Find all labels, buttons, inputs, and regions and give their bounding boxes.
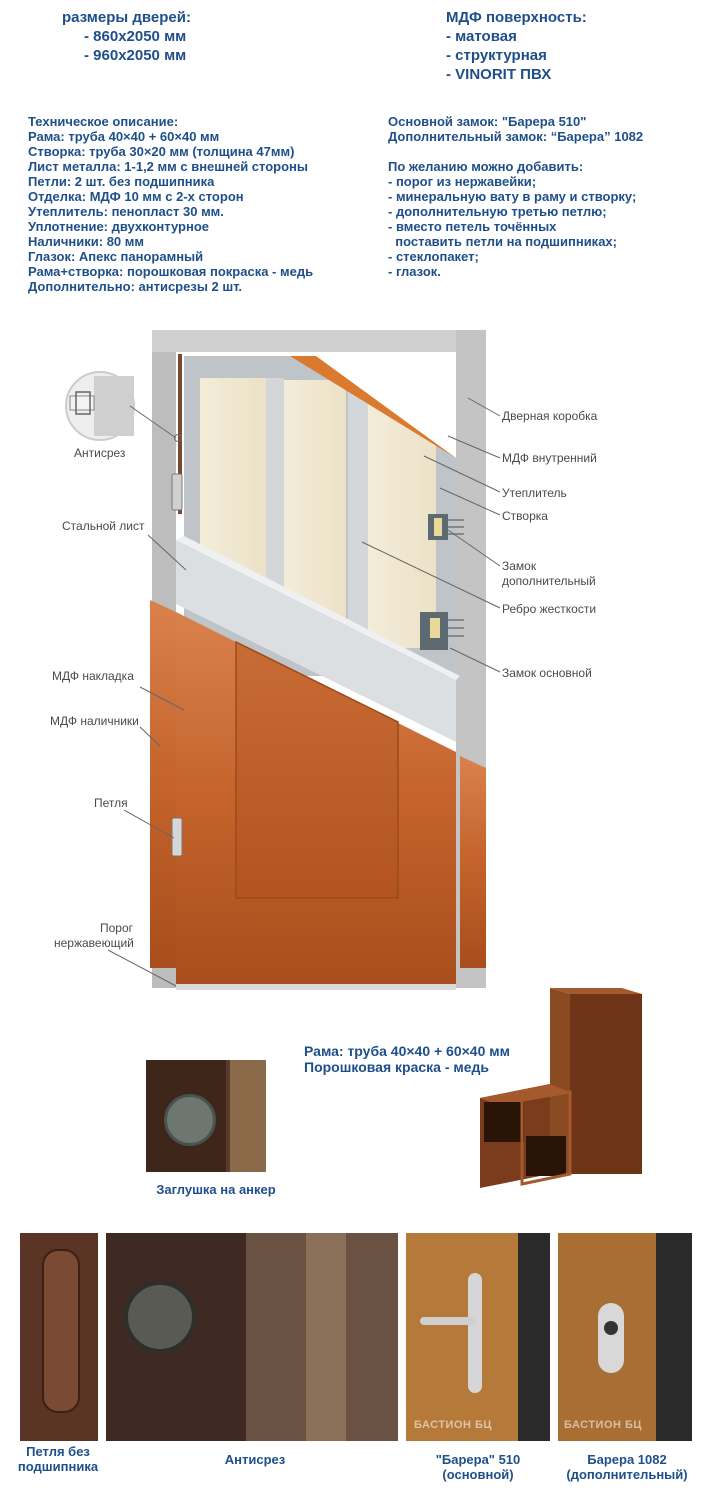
label-lock-extra-2: дополнительный [502,574,596,588]
label-mdf-overlay: МДФ накладка [52,669,134,683]
extra-lock: Дополнительный замок: “Барера” 1082 [388,129,644,144]
label-door-box: Дверная коробка [502,409,598,423]
caption-line: Барера 1082 [587,1452,667,1467]
option-item: поставить петли на подшипниках; [388,234,617,249]
sizes-title: размеры дверей: [62,9,191,26]
antisrez-photo [106,1233,398,1441]
label-leaf: Створка [502,509,548,523]
options-title: По желанию можно добавить: [388,159,584,174]
label-hinge: Петля [94,796,128,810]
caption-barrera-1082 [554,1452,700,1482]
tech-line: Уплотнение: двухконтурное [28,219,209,234]
caption-hinge [6,1444,110,1474]
label-steel-sheet: Стальной лист [62,519,145,533]
watermark: БАСТИОН БЦ [564,1419,642,1431]
label-threshold-1: Порог [100,921,134,935]
caption-line: "Барера" 510 [435,1452,521,1467]
option-item: - вместо петель точённых [388,219,557,234]
label-rib: Ребро жесткости [502,602,597,616]
tech-line: Створка: труба 30×20 мм (толщина 47мм) [28,144,295,159]
mdf-item: - структурная [446,47,547,64]
option-item: - дополнительную третью петлю; [388,204,607,219]
label-lock-extra-1: Замок [502,559,537,573]
caption-line: (дополнительный) [566,1467,688,1482]
label-mdf-inner: МДФ внутренний [502,451,597,465]
caption-hinge-line: подшипника [17,1459,99,1474]
stiffening-rib [266,378,284,598]
tech-line: Лист металла: 1-1,2 мм с внешней стороны [28,159,309,174]
label-mdf-trim: МДФ наличники [50,714,139,728]
label-lock-main: Замок основной [502,666,592,680]
option-item: - минеральную вату в раму и створку; [388,189,637,204]
label-antisrez: Антисрез [74,446,126,460]
caption-antisrez: Антисрез [224,1452,286,1467]
barrera-1082-photo [558,1233,692,1441]
mdf-trim-left [150,600,176,968]
tech-line: Наличники: 80 мм [28,234,145,249]
size-item: - 860x2050 мм [84,28,187,45]
tech-line: Отделка: МДФ 10 мм с 2-х сторон [28,189,244,204]
watermark: БАСТИОН БЦ [414,1419,492,1431]
frame-line: Порошковая краска - медь [304,1059,490,1075]
barrera-510-photo [406,1233,550,1441]
option-item: - порог из нержавейки; [388,174,537,189]
frame-profile-image [470,988,660,1188]
mdf-trim-right [460,756,486,968]
label-threshold-2: нержавеющий [54,936,134,950]
label-insulation: Утеплитель [502,486,567,500]
tech-line: Утеплитель: пенопласт 30 мм. [28,204,224,219]
caption-barrera-510 [404,1452,552,1482]
tech-line: Рама: труба 40×40 + 60×40 мм [28,129,220,144]
option-item: - стеклопакет; [388,249,479,264]
caption-hinge-line: Петля без [26,1444,90,1459]
option-item: - глазок. [388,264,441,279]
hinge-bottom [172,818,182,856]
mdf-item: - VINORIT ПВХ [446,66,552,83]
hinge-photo [20,1233,98,1441]
caption-line: (основной) [442,1467,514,1482]
tech-line: Петли: 2 шт. без подшипника [28,174,215,189]
size-item: - 960x2050 мм [84,47,187,64]
frame-line: Рама: труба 40×40 + 60×40 мм [304,1043,510,1059]
mdf-title: МДФ поверхность: [446,9,587,26]
tech-title: Техническое описание: [28,114,179,129]
tech-line: Дополнительно: антисрезы 2 шт. [28,279,243,294]
mdf-item: - матовая [446,28,517,45]
plug-caption: Заглушка на анкер [156,1182,276,1197]
threshold [176,984,456,990]
main-lock: Основной замок: "Барера 510" [388,114,587,129]
tech-line: Глазок: Апекс панорамный [28,249,204,264]
tech-line: Рама+створка: порошковая покраска - медь [28,264,314,279]
anchor-plug-photo [146,1060,266,1172]
hinge-top [172,474,182,510]
